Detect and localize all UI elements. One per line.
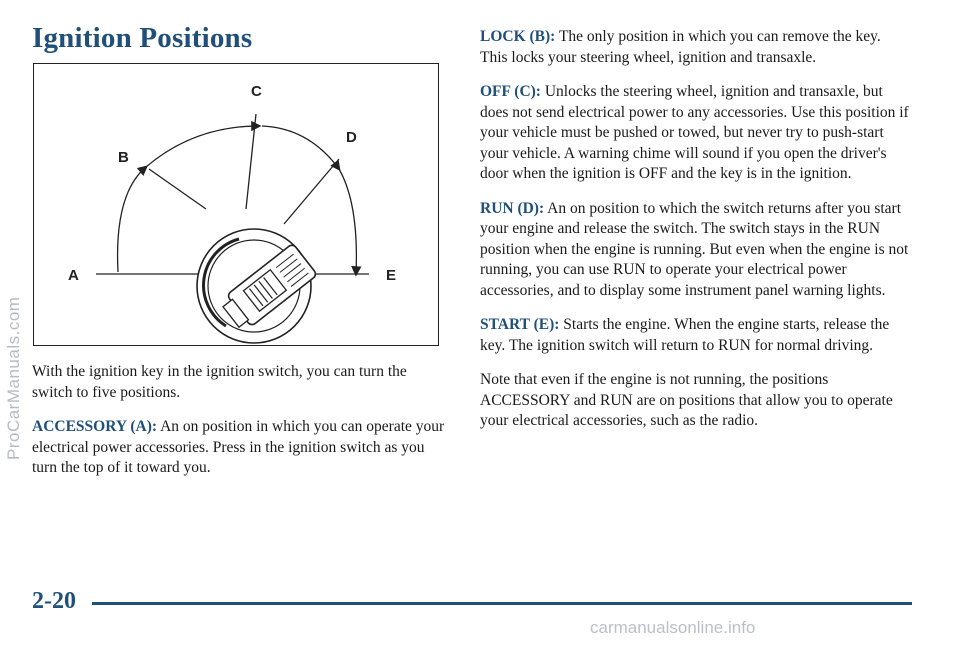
label-b: B (118, 149, 129, 166)
label-d: D (346, 129, 357, 146)
left-column (32, 362, 447, 493)
run-text: An on position to which the switch returns after you start your engine and release the switch. The switch stays in the RUN position when the engine is running. But even when the engine is not running, you can use RUN to operate your electrical power accessories, and to display some instrument panel warning lights. (480, 199, 909, 299)
accessory-term: ACCESSORY (A): (32, 418, 158, 435)
line-d (284, 159, 339, 224)
line-b (149, 169, 206, 209)
run-term: RUN (D): (480, 199, 545, 217)
line-c (246, 114, 256, 209)
accessory-text: An on position in which you can operate your electrical power accessories. Press in the ignition switch as you turn the top of it toward you. (32, 418, 445, 476)
start-term: START (E): (480, 316, 560, 333)
start-paragraph (480, 315, 910, 356)
note-paragraph: Note that even if the engine is not running, the positions ACCESSORY and RUN are on positions that allow you to operate your electrical accessories, such as the radio. (480, 371, 893, 429)
label-e: E (386, 267, 397, 284)
lock-text: The only position in which you can remove the key. This locks your steering wheel, ignition and transaxle. (480, 28, 881, 66)
start-text: Starts the engine. When the engine starts, release the key. The ignition switch will return to RUN for normal driving. (480, 316, 890, 354)
off-term: OFF (C): (480, 83, 541, 100)
label-c: C (251, 83, 262, 100)
arc-b-c (146, 126, 259, 167)
ignition-diagram (33, 63, 439, 346)
arc-a-b (118, 167, 146, 272)
right-column (480, 27, 910, 446)
run-paragraph (480, 199, 910, 302)
off-text: Unlocks the steering wheel, ignition and transaxle, but does not send electrical power to any accessories. Use this position if your vehicle must be pushed or towed, but never try to push-start your vehicle. A warning chime will sound if you open the driver's door when the ignition is OFF and the key is in the ignition. (480, 83, 909, 182)
page-title: Ignition Positions (32, 22, 253, 54)
off-paragraph (480, 82, 910, 185)
footer-rule (92, 602, 912, 605)
arc-d-e (339, 169, 356, 274)
watermark-side: ProCarManuals.com (4, 296, 23, 460)
label-a: A (68, 267, 79, 284)
lock-term: LOCK (B): (480, 28, 556, 45)
ignition-diagram-svg (34, 64, 440, 347)
page-number: 2-20 (32, 588, 76, 614)
arc-c-d (262, 126, 339, 169)
accessory-paragraph (32, 417, 447, 479)
intro-paragraph: With the ignition key in the ignition switch, you can turn the switch to five positions. (32, 363, 407, 401)
lock-paragraph (480, 27, 910, 68)
watermark-bottom: carmanualsonline.info (590, 618, 756, 637)
